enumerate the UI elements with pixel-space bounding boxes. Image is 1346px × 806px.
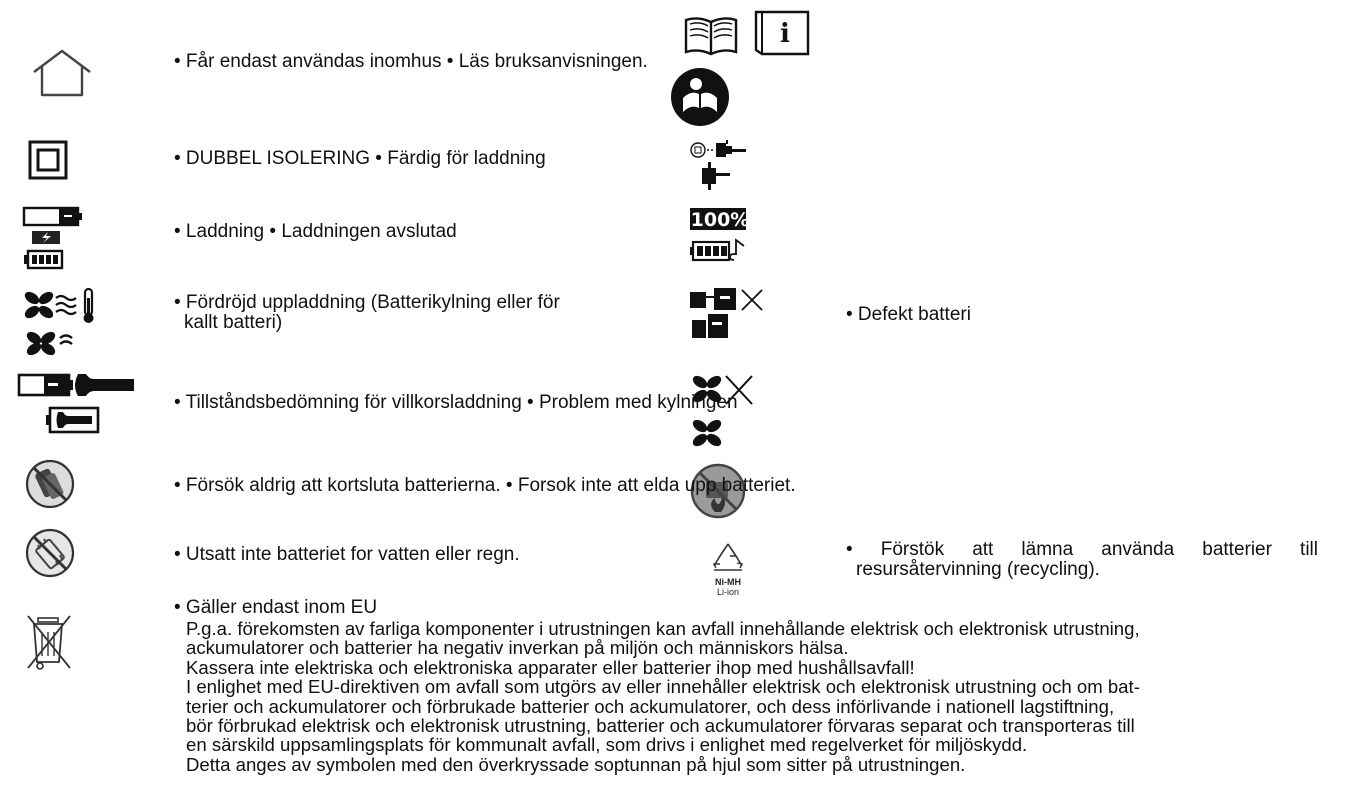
defect-battery-icon [690,286,772,342]
svg-text:Ni-MH: Ni-MH [715,577,741,587]
charging-text: • Laddning • Laddningen avslutad [174,221,457,242]
crossed-bin-icon [26,612,74,672]
eu-line: I enlighet med EU-direktiven om avfall som utgörs av eller innehåller elektrisk och elektronisk utrustning och om bat- [186,676,1140,698]
house-icon [30,48,94,98]
fan-thermometer-icon [22,286,114,356]
eu-line: ackumulatorer och batterier ha negativ inverkan på miljön och människors hälsa. [186,637,849,659]
recycling-line1: • Förstök att lämna använda batterier till [846,539,1318,560]
eu-line: Kassera inte elektriska och elektroniska apparater eller batterier ihop med hushållsavfall! [186,656,915,678]
eu-line: Detta anges av symbolen med den överkryssade soptunnan på hjul som sitter på utrustningen. [186,753,966,775]
svg-text:Li-ion: Li-ion [716,587,740,597]
battery-full-icon [690,206,750,268]
eu-line: en särskild uppsamlingsplats för kommunalt avfall, som drivs i enlighet med regelverket för miljöskydd. [186,734,1028,756]
double-insulation-icon [28,140,68,180]
svg-text:i: i [780,19,790,49]
svg-text:100%: 100% [690,209,750,231]
recycle-icon [706,540,750,600]
read-manual-icon [669,66,731,128]
indoor-text: • Får endast användas inomhus • Läs bruksanvisningen. [174,51,648,72]
eu-line: bör förbrukad elektrisk och elektronisk utrustning, batterier och ackumulatorer förvaras separat och transporteras till [186,715,1135,737]
eu-title: • Gäller endast inom EU [174,597,378,618]
eu-paragraph [186,619,1140,774]
recycling-text [846,540,1318,580]
double-insulation-text: • DUBBEL ISOLERING • Färdig för laddning [174,148,546,169]
short-circuit-text: • Försök aldrig att kortsluta batterierna. • Forsok inte att elda upp batteriet. [174,475,796,496]
delayed-charging-line2: kallt batteri) [184,312,283,333]
battery-charging-icon [22,205,84,271]
delayed-charging-line1: • Fördröjd uppladdning (Batterikylning eller för [174,292,560,313]
eu-line: P.g.a. förekomsten av farliga komponenter i utrustningen kan avfall innehållande elektrisk och elektronisk utrustning, [186,618,1140,639]
delayed-charging-text [174,293,560,333]
water-text: • Utsatt inte batteriet for vatten eller regn. [174,544,520,565]
plug-ready-icon [690,140,760,190]
no-water-icon [24,527,76,579]
info-manual-icon [752,8,812,56]
book-icon [682,14,740,56]
defect-battery-text: • Defekt batteri [846,304,971,325]
recycling-line2: resursåtervinning (recycling). [856,559,1100,580]
battery-wrench-icon [16,370,138,438]
no-short-circuit-icon [24,458,76,510]
condition-text: • Tillståndsbedömning för villkorsladdning • Problem med kylningen [174,392,738,413]
eu-line: terier och ackumulatorer och förbrukade batterier och ackumulatorer, och dess införlivande i nationell lagstiftning, [186,695,1115,717]
